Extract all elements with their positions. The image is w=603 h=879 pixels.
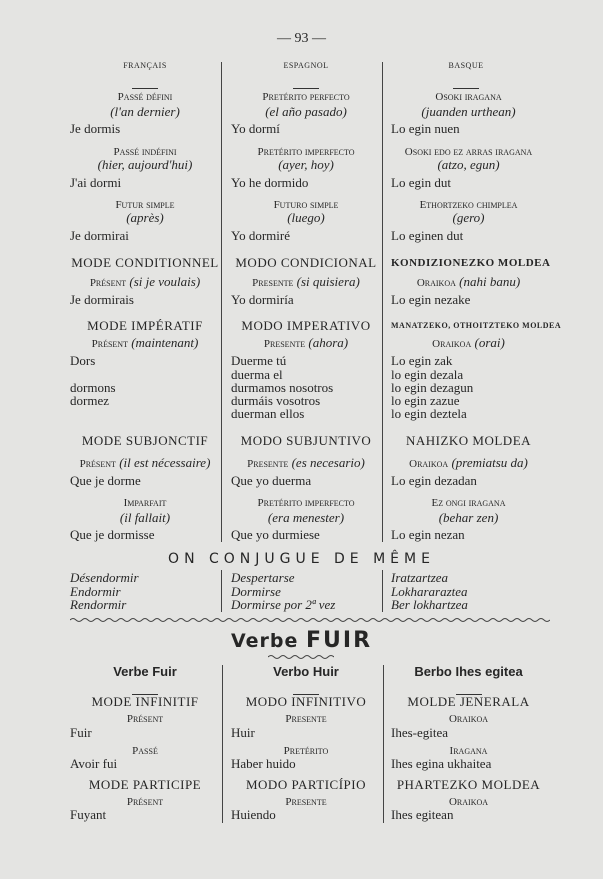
column-divider: [382, 62, 383, 542]
column-divider: [222, 665, 223, 823]
tense-gloss: (il est nécessaire): [119, 455, 211, 470]
french-head: MODE INFINITIF: [91, 694, 199, 709]
basque-it: (behar zen): [438, 510, 499, 525]
spanish-sc: Pretérito: [283, 745, 329, 757]
tense-gloss: (maintenant): [131, 335, 199, 350]
french-sc: Présent: [126, 796, 164, 808]
basque-head: MANATZEKO, OTHOITZTEKO MOLDEA: [391, 321, 562, 330]
tense-label: Présent: [89, 277, 127, 289]
french-sc: Passé défini: [117, 91, 173, 103]
spanish-mix: [231, 336, 381, 351]
tense-label: Présent: [79, 458, 116, 470]
spanish-line: Que yo duerma: [231, 473, 312, 488]
spanish-sc: Pretérito imperfecto: [257, 497, 355, 509]
verb-title-prefix: Verbe: [230, 630, 299, 652]
french-itline: Désendormir: [70, 570, 139, 585]
spanish-sc: Pretérito imperfecto: [257, 146, 355, 158]
french-it: (après): [126, 210, 164, 225]
basque-sc: Osoki edo ez arras iragana: [404, 146, 533, 158]
french-sc: Présent: [126, 713, 164, 725]
spanish-itline: Dormirse por 2ª vez: [231, 597, 336, 612]
column-header-basque: BASQUE: [448, 61, 484, 70]
french-line: Que je dormisse: [70, 527, 155, 542]
spanish-head: MODO INFINITIVO: [245, 694, 367, 709]
basque-it: (juanden urthean): [421, 104, 516, 119]
spanish-itline: Dormirse: [231, 584, 281, 599]
basque-line: Ihes egina ukhaitea: [391, 756, 492, 771]
spanish-mix: [231, 275, 381, 290]
header-rule: [231, 80, 381, 81]
basque-head: MOLDE JENERALA: [407, 694, 530, 709]
tense-label: Presente: [252, 277, 294, 289]
spanish-mix: [231, 456, 381, 471]
spanish-head: MODO SUBJUNTIVO: [240, 433, 372, 448]
wavy-rule: [70, 617, 550, 623]
tense-gloss: (ahora): [308, 335, 349, 350]
spanish-sc: Pretérito perfecto: [262, 91, 350, 103]
basque-mix: [391, 275, 546, 290]
basque-line: Lo eginen dut: [391, 228, 464, 243]
column-divider: [221, 62, 222, 542]
spanish-line: Duerme tú: [231, 353, 287, 368]
basque-line: Lo egin dut: [391, 175, 451, 190]
spanish-sc: Presente: [285, 796, 327, 808]
spanish-bold: Verbo Huir: [273, 664, 339, 679]
french-sc: Futur simple: [115, 199, 175, 211]
verb-title: [0, 628, 603, 653]
basque-sc: Ez ongi iragana: [431, 497, 506, 509]
tense-label: Presente: [263, 338, 306, 350]
french-it: (l'an dernier): [110, 104, 180, 119]
basque-line: Lo egin nezake: [391, 292, 471, 307]
spanish-line: Yo he dormido: [231, 175, 309, 190]
page-number: — 93 —: [277, 31, 326, 46]
basque-dash: [391, 686, 546, 687]
spanish-it: (luego): [287, 210, 325, 225]
french-it: (hier, aujourd'hui): [97, 157, 193, 172]
spanish-line: Huiendo: [231, 807, 276, 822]
french-itline: Rendormir: [70, 597, 127, 612]
spanish-it: (el año pasado): [265, 104, 347, 119]
basque-sc: Ethortzeko chimplea: [419, 199, 518, 211]
basque-head: NAHIZKO MOLDEA: [405, 433, 532, 448]
french-line: dormez: [70, 393, 109, 408]
column-header-french: FRANÇAIS: [123, 61, 167, 70]
french-line: Je dormirais: [70, 292, 134, 307]
spanish-head: MODO CONDICIONAL: [235, 255, 377, 270]
verb-title-verb: FUIR: [306, 628, 373, 653]
tense-gloss: (si quisiera): [296, 274, 360, 289]
tense-label: Présent: [91, 338, 128, 350]
basque-line: Lo egin nuen: [391, 121, 460, 136]
column-divider: [382, 570, 383, 612]
basque-itline: Iratzartzea: [391, 570, 449, 585]
basque-mix: [391, 336, 546, 351]
spanish-sc: Presente: [285, 713, 327, 725]
spanish-it: (ayer, hoy): [278, 157, 334, 172]
spanish-itline: Despertarse: [231, 570, 295, 585]
spanish-line: durmamos nosotros: [231, 380, 334, 395]
column-header-spanish: ESPAGNOL: [283, 61, 329, 70]
tense-label: Presente: [247, 458, 289, 470]
basque-mix: [391, 456, 546, 471]
spanish-line: Yo dormiré: [231, 228, 290, 243]
tense-gloss: (es necesario): [291, 455, 365, 470]
french-mix: [70, 456, 220, 471]
spanish-line: durmáis vosotros: [231, 393, 321, 408]
spanish-line: Yo dormí: [231, 121, 280, 136]
basque-line: Ihes-egitea: [391, 725, 449, 740]
tense-label: Oraikoa: [409, 458, 449, 470]
french-head: MODE IMPÉRATIF: [87, 318, 203, 333]
tense-label: Oraikoa: [416, 277, 456, 289]
spanish-dash: [231, 686, 381, 687]
french-line: Avoir fui: [70, 756, 118, 771]
french-head: MODE PARTICIPE: [88, 777, 202, 792]
french-line: Fuyant: [70, 807, 107, 822]
tense-label: Oraikoa: [432, 338, 472, 350]
conjugue-banner: ON CONJUGUE DE MÊME: [168, 551, 435, 567]
basque-it: (atzo, egun): [437, 157, 500, 172]
basque-line: lo egin dezagun: [391, 380, 474, 395]
basque-sc: Iragana: [449, 745, 488, 757]
french-bold: Verbe Fuir: [113, 664, 177, 679]
french-itline: Endormir: [70, 584, 121, 599]
basque-line: Ihes egitean: [391, 807, 454, 822]
spanish-line: Huir: [231, 725, 255, 740]
french-sc: Passé: [132, 745, 158, 757]
basque-head: PHARTEZKO MOLDEA: [396, 777, 541, 792]
basque-line: Lo egin zak: [391, 353, 453, 368]
spanish-line: Que yo durmiese: [231, 527, 320, 542]
basque-sc: Osoki iragana: [435, 91, 502, 103]
basque-line: Lo egin dezadan: [391, 473, 477, 488]
french-line: Je dormis: [70, 121, 121, 136]
title-wavy-rule: [268, 654, 334, 660]
french-line: Fuir: [70, 725, 92, 740]
spanish-line: Yo dormiría: [231, 292, 294, 307]
french-head: MODE CONDITIONNEL: [71, 255, 219, 270]
header-rule: [391, 80, 541, 81]
french-line: Dors: [70, 353, 96, 368]
basque-bold: Berbo Ihes egitea: [414, 664, 523, 679]
french-line: Que je dorme: [70, 473, 141, 488]
basque-itline: Lokhararaztea: [391, 584, 468, 599]
french-it: (il fallait): [119, 510, 171, 525]
french-line: Je dormirai: [70, 228, 129, 243]
tense-gloss: (orai): [474, 335, 505, 350]
basque-sc: Oraikoa: [448, 796, 489, 808]
spanish-head: MODO IMPERATIVO: [241, 318, 371, 333]
column-divider: [383, 665, 384, 823]
french-mix: [70, 336, 220, 351]
tense-gloss: (nahi banu): [459, 274, 521, 289]
french-sc: Imparfait: [123, 497, 167, 509]
french-line: J'ai dormi: [70, 175, 122, 190]
basque-head: KONDIZIONEZKO MOLDEA: [391, 257, 551, 269]
tense-gloss: (si je voulais): [129, 274, 201, 289]
basque-line: lo egin dezala: [391, 367, 464, 382]
spanish-sc: Futuro simple: [273, 199, 339, 211]
basque-line: Lo egin nezan: [391, 527, 465, 542]
basque-it: (gero): [452, 210, 485, 225]
french-head: MODE SUBJONCTIF: [81, 433, 209, 448]
basque-sc: Oraikoa: [448, 713, 489, 725]
tense-gloss: (premiatsu da): [451, 455, 528, 470]
spanish-line: Haber huido: [231, 756, 296, 771]
header-rule: [70, 80, 220, 81]
spanish-line: duerman ellos: [231, 406, 305, 421]
basque-itline: Ber lokhartzea: [391, 597, 468, 612]
basque-line: lo egin zazue: [391, 393, 460, 408]
spanish-head: MODO PARTICÍPIO: [245, 777, 366, 792]
french-mix: [70, 275, 220, 290]
column-divider: [221, 570, 222, 612]
spanish-line: duerma el: [231, 367, 283, 382]
french-line: dormons: [70, 380, 116, 395]
spanish-it: (era menester): [267, 510, 345, 525]
basque-line: lo egin deztela: [391, 406, 467, 421]
french-dash: [70, 686, 220, 687]
french-sc: Passé indéfini: [113, 146, 177, 158]
